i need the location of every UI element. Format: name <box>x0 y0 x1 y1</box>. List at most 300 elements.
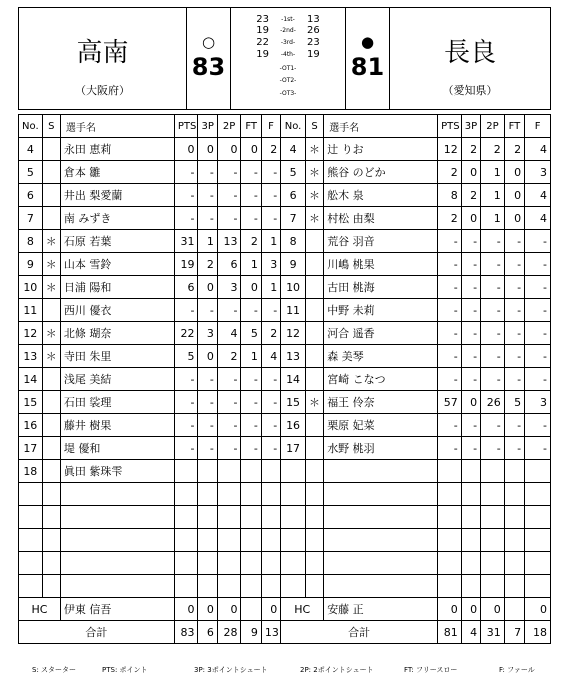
starter-mark <box>42 207 60 230</box>
quarter-label: -OT1- <box>279 65 297 72</box>
empty-cell <box>60 483 174 506</box>
player-name: 熊谷 のどか <box>324 161 438 184</box>
empty-cell <box>525 529 551 552</box>
player-number: 7 <box>19 207 43 230</box>
quarter-away-score: 13 <box>307 14 320 25</box>
player-name: 栗原 妃菜 <box>324 414 438 437</box>
empty-cell <box>174 529 198 552</box>
player-number: 9 <box>281 253 306 276</box>
table-row <box>19 322 551 345</box>
away-final-score: 81 <box>350 53 385 81</box>
empty-cell <box>281 552 306 575</box>
two-pt-cell: - <box>481 276 505 299</box>
fouls-cell: - <box>525 299 551 322</box>
table-row <box>19 345 551 368</box>
empty-cell <box>261 552 280 575</box>
empty-cell <box>19 529 43 552</box>
col-3p: 3P <box>198 115 217 138</box>
free-throw-cell: - <box>504 345 524 368</box>
three-pt-cell: 2 <box>461 184 480 207</box>
two-pt-cell: 4 <box>217 322 241 345</box>
empty-cell <box>438 529 462 552</box>
points-cell: 2 <box>438 207 462 230</box>
total-points: 83 <box>174 621 198 644</box>
starter-mark: ＊ <box>305 391 323 414</box>
player-name: 堤 優和 <box>60 437 174 460</box>
three-pt-cell: 0 <box>461 161 480 184</box>
player-number: 4 <box>281 138 306 161</box>
two-pt-cell: - <box>217 184 241 207</box>
player-name: 北條 瑚奈 <box>60 322 174 345</box>
empty-cell <box>481 483 505 506</box>
starter-mark: ＊ <box>305 138 323 161</box>
player-number: 16 <box>281 414 306 437</box>
fouls-cell: - <box>525 345 551 368</box>
two-pt-cell: - <box>481 230 505 253</box>
two-pt-cell <box>217 460 241 483</box>
player-number: 15 <box>281 391 306 414</box>
player-number: 8 <box>281 230 306 253</box>
player-name: 石原 若葉 <box>60 230 174 253</box>
empty-cell <box>19 552 43 575</box>
two-pt-cell: - <box>481 253 505 276</box>
free-throw-cell <box>241 598 261 621</box>
two-pt-cell: 26 <box>481 391 505 414</box>
three-pt-cell: 1 <box>198 230 217 253</box>
player-name: 森 美琴 <box>324 345 438 368</box>
player-name: 古田 桃海 <box>324 276 438 299</box>
player-number: 13 <box>19 345 43 368</box>
three-pt-cell: - <box>461 322 480 345</box>
quarter-row <box>231 63 345 74</box>
quarter-away-score: 23 <box>307 37 320 48</box>
empty-cell <box>438 575 462 598</box>
empty-cell <box>281 506 306 529</box>
starter-mark: ＊ <box>42 345 60 368</box>
empty-cell <box>305 460 323 483</box>
empty-cell <box>217 506 241 529</box>
starter-mark: ＊ <box>42 253 60 276</box>
three-pt-cell: 2 <box>198 253 217 276</box>
starter-mark <box>42 414 60 437</box>
fouls-cell: - <box>525 322 551 345</box>
table-row <box>19 483 551 506</box>
col-player: 選手名 <box>60 115 174 138</box>
table-row <box>19 253 551 276</box>
empty-cell <box>19 506 43 529</box>
empty-cell <box>217 529 241 552</box>
total-fouls: 13 <box>261 621 280 644</box>
points-cell: - <box>174 437 198 460</box>
player-name: 中野 未莉 <box>324 299 438 322</box>
total-label: 合計 <box>19 621 175 644</box>
total-points: 81 <box>438 621 462 644</box>
points-cell: 8 <box>438 184 462 207</box>
table-row <box>19 207 551 230</box>
quarter-home-score: 22 <box>256 37 269 48</box>
empty-cell <box>42 552 60 575</box>
player-number: 13 <box>281 345 306 368</box>
free-throw-cell: - <box>241 368 261 391</box>
empty-cell <box>60 529 174 552</box>
free-throw-cell <box>504 598 524 621</box>
player-number: 15 <box>19 391 43 414</box>
free-throw-cell: - <box>504 253 524 276</box>
empty-cell <box>174 506 198 529</box>
three-pt-cell: - <box>198 437 217 460</box>
two-pt-cell: - <box>217 161 241 184</box>
points-cell: 2 <box>438 161 462 184</box>
player-number: 17 <box>19 437 43 460</box>
empty-cell <box>305 575 323 598</box>
quarter-label: -3rd- <box>280 39 296 46</box>
away-score-panel <box>346 8 390 109</box>
empty-cell <box>305 483 323 506</box>
starter-mark <box>305 253 323 276</box>
col-pts: PTS <box>174 115 198 138</box>
three-pt-cell: 3 <box>198 322 217 345</box>
empty-cell <box>481 506 505 529</box>
points-cell: 57 <box>438 391 462 414</box>
fouls-cell: - <box>525 230 551 253</box>
empty-cell <box>525 483 551 506</box>
two-pt-cell: - <box>217 368 241 391</box>
two-pt-cell: 2 <box>481 138 505 161</box>
total-fouls: 18 <box>525 621 551 644</box>
empty-cell <box>504 483 524 506</box>
player-number: 6 <box>281 184 306 207</box>
empty-cell <box>198 575 217 598</box>
empty-cell <box>174 575 198 598</box>
two-pt-cell: 0 <box>217 598 241 621</box>
free-throw-cell: 0 <box>504 207 524 230</box>
points-cell: - <box>438 368 462 391</box>
points-cell: - <box>438 276 462 299</box>
player-number: 10 <box>19 276 43 299</box>
table-row <box>19 529 551 552</box>
points-cell: - <box>174 368 198 391</box>
empty-cell <box>198 529 217 552</box>
home-final-score: 83 <box>191 53 226 81</box>
two-pt-cell: - <box>217 437 241 460</box>
coach-label: HC <box>19 598 61 621</box>
table-row <box>19 368 551 391</box>
three-pt-cell: - <box>461 230 480 253</box>
starter-mark <box>42 184 60 207</box>
total-3p: 4 <box>461 621 480 644</box>
table-row <box>19 575 551 598</box>
away-team-name: 長良 <box>443 38 496 68</box>
three-pt-cell: 0 <box>461 207 480 230</box>
three-pt-cell: 0 <box>461 598 480 621</box>
quarter-row <box>231 37 345 48</box>
quarter-row <box>231 14 345 25</box>
empty-cell <box>461 506 480 529</box>
two-pt-cell: 0 <box>217 138 241 161</box>
empty-cell <box>42 529 60 552</box>
coach-name: 安藤 正 <box>324 598 438 621</box>
free-throw-cell: - <box>504 276 524 299</box>
player-name: 南 みずき <box>60 207 174 230</box>
two-pt-cell: - <box>217 207 241 230</box>
quarter-row <box>231 49 345 60</box>
starter-mark <box>42 460 60 483</box>
empty-cell <box>305 506 323 529</box>
player-number: 7 <box>281 207 306 230</box>
player-name: 寺田 朱里 <box>60 345 174 368</box>
three-pt-cell: 0 <box>198 598 217 621</box>
empty-cell <box>19 575 43 598</box>
two-pt-cell: 1 <box>481 184 505 207</box>
empty-cell <box>198 552 217 575</box>
score-sheet <box>18 7 551 644</box>
player-number: 12 <box>19 322 43 345</box>
empty-cell <box>217 575 241 598</box>
empty-cell <box>60 552 174 575</box>
fouls-cell: - <box>525 276 551 299</box>
col-2p: 2P <box>481 115 505 138</box>
quarter-label: -1st- <box>281 16 295 23</box>
free-throw-cell: - <box>504 299 524 322</box>
three-pt-cell: 0 <box>198 138 217 161</box>
empty-cell <box>281 575 306 598</box>
points-cell: - <box>438 322 462 345</box>
starter-mark <box>305 230 323 253</box>
empty-cell <box>42 506 60 529</box>
points-cell: 5 <box>174 345 198 368</box>
two-pt-cell: 0 <box>481 598 505 621</box>
two-pt-cell: 3 <box>217 276 241 299</box>
free-throw-cell: - <box>504 230 524 253</box>
three-pt-cell: - <box>198 414 217 437</box>
fouls-cell: 3 <box>261 253 280 276</box>
empty-cell <box>481 529 505 552</box>
player-name: 宮崎 こなつ <box>324 368 438 391</box>
col-2p: 2P <box>217 115 241 138</box>
quarter-home-score: 19 <box>256 25 269 36</box>
empty-cell <box>281 529 306 552</box>
free-throw-cell: 0 <box>241 138 261 161</box>
two-pt-cell: - <box>481 322 505 345</box>
two-pt-cell: - <box>217 391 241 414</box>
two-pt-cell: 6 <box>217 253 241 276</box>
points-cell: 19 <box>174 253 198 276</box>
coach-label: HC <box>281 598 324 621</box>
two-pt-cell: 13 <box>217 230 241 253</box>
fouls-cell <box>261 460 280 483</box>
two-pt-cell: - <box>481 414 505 437</box>
player-number: 17 <box>281 437 306 460</box>
three-pt-cell: - <box>461 345 480 368</box>
three-pt-cell: 0 <box>198 345 217 368</box>
col-no: No. <box>19 115 43 138</box>
empty-cell <box>481 552 505 575</box>
free-throw-cell: 2 <box>241 230 261 253</box>
empty-cell <box>324 552 438 575</box>
empty-cell <box>217 552 241 575</box>
quarter-away-score: 19 <box>307 49 320 60</box>
empty-cell <box>504 460 524 483</box>
empty-cell <box>261 483 280 506</box>
three-pt-cell: 0 <box>198 276 217 299</box>
free-throw-cell <box>241 460 261 483</box>
fouls-cell: 0 <box>261 598 280 621</box>
empty-cell <box>241 575 261 598</box>
player-name: 村松 由梨 <box>324 207 438 230</box>
empty-cell <box>525 552 551 575</box>
legend-ft: FT: フリースロー <box>404 666 458 674</box>
fouls-cell: - <box>525 414 551 437</box>
two-pt-cell: - <box>217 414 241 437</box>
player-name: 浅尾 美結 <box>60 368 174 391</box>
table-row <box>19 414 551 437</box>
total-ft: 7 <box>504 621 524 644</box>
player-number: 14 <box>19 368 43 391</box>
quarter-label: -OT3- <box>279 90 297 97</box>
free-throw-cell: 1 <box>241 345 261 368</box>
empty-cell <box>461 483 480 506</box>
player-number: 14 <box>281 368 306 391</box>
quarter-label: -2nd- <box>280 27 296 34</box>
starter-mark: ＊ <box>305 184 323 207</box>
player-name: 山本 雪鈴 <box>60 253 174 276</box>
three-pt-cell: - <box>461 368 480 391</box>
points-cell: - <box>438 414 462 437</box>
fouls-cell: - <box>261 184 280 207</box>
empty-cell <box>438 506 462 529</box>
free-throw-cell: - <box>241 391 261 414</box>
points-cell: - <box>438 253 462 276</box>
three-pt-cell: 0 <box>461 391 480 414</box>
points-cell: 0 <box>174 598 198 621</box>
total-label: 合計 <box>281 621 438 644</box>
player-number: 16 <box>19 414 43 437</box>
table-row <box>19 138 551 161</box>
quarter-label: -OT2- <box>279 77 297 84</box>
player-name: 辻 りお <box>324 138 438 161</box>
fouls-cell: 3 <box>525 161 551 184</box>
away-team-panel <box>390 8 550 109</box>
free-throw-cell: - <box>504 437 524 460</box>
two-pt-cell: 2 <box>217 345 241 368</box>
free-throw-cell: - <box>504 368 524 391</box>
empty-cell <box>461 552 480 575</box>
empty-cell <box>461 529 480 552</box>
col-player: 選手名 <box>324 115 438 138</box>
three-pt-cell: - <box>198 184 217 207</box>
col-fouls: F <box>525 115 551 138</box>
starter-mark: ＊ <box>305 161 323 184</box>
total-2p: 28 <box>217 621 241 644</box>
three-pt-cell: - <box>198 299 217 322</box>
points-cell: 0 <box>438 598 462 621</box>
empty-cell <box>525 506 551 529</box>
starter-mark <box>42 437 60 460</box>
home-score-panel <box>187 8 231 109</box>
empty-cell <box>261 529 280 552</box>
quarter-row <box>231 75 345 86</box>
player-number: 8 <box>19 230 43 253</box>
player-name: 荒谷 羽音 <box>324 230 438 253</box>
free-throw-cell: - <box>241 207 261 230</box>
starter-mark: ＊ <box>42 230 60 253</box>
player-number: 11 <box>281 299 306 322</box>
player-name: 川嶋 桃果 <box>324 253 438 276</box>
free-throw-cell: - <box>241 299 261 322</box>
free-throw-cell: - <box>241 184 261 207</box>
col-3p: 3P <box>461 115 480 138</box>
empty-cell <box>198 483 217 506</box>
player-name: 河合 遥香 <box>324 322 438 345</box>
player-number: 11 <box>19 299 43 322</box>
empty-cell <box>174 552 198 575</box>
empty-cell <box>305 529 323 552</box>
table-row <box>19 276 551 299</box>
starter-mark: ＊ <box>42 276 60 299</box>
points-cell: 31 <box>174 230 198 253</box>
starter-mark <box>305 322 323 345</box>
table-row <box>19 437 551 460</box>
three-pt-cell <box>198 460 217 483</box>
points-cell: - <box>174 414 198 437</box>
col-ft: FT <box>241 115 261 138</box>
two-pt-cell: - <box>481 345 505 368</box>
legend-3p: 3P: 3ポイントシュート <box>194 666 268 674</box>
three-pt-cell: - <box>198 391 217 414</box>
empty-cell <box>461 575 480 598</box>
table-row <box>19 506 551 529</box>
empty-cell <box>504 529 524 552</box>
total-ft: 9 <box>241 621 261 644</box>
player-name: 日浦 陽和 <box>60 276 174 299</box>
empty-cell <box>281 483 306 506</box>
quarter-label: -4th- <box>280 51 296 58</box>
starter-mark <box>42 299 60 322</box>
player-name: 倉本 雛 <box>60 161 174 184</box>
starter-mark <box>305 414 323 437</box>
empty-cell <box>19 483 43 506</box>
empty-cell <box>324 460 438 483</box>
quarter-home-score: 23 <box>256 14 269 25</box>
empty-cell <box>60 506 174 529</box>
win-mark: ○ <box>201 33 216 51</box>
starter-mark: ＊ <box>42 322 60 345</box>
quarter-row <box>231 88 345 99</box>
legend-fouls: F: ファール <box>499 666 535 674</box>
home-team-name: 高南 <box>76 38 129 68</box>
two-pt-cell: - <box>481 368 505 391</box>
two-pt-cell: 1 <box>481 161 505 184</box>
points-cell: - <box>438 345 462 368</box>
empty-cell <box>438 552 462 575</box>
empty-cell <box>241 483 261 506</box>
points-cell: - <box>438 230 462 253</box>
free-throw-cell: - <box>504 322 524 345</box>
points-cell <box>174 460 198 483</box>
player-name: 福王 伶奈 <box>324 391 438 414</box>
empty-cell <box>461 460 480 483</box>
player-name: 永田 恵莉 <box>60 138 174 161</box>
fouls-cell: - <box>261 299 280 322</box>
empty-cell <box>305 552 323 575</box>
empty-cell <box>525 575 551 598</box>
table-row <box>19 391 551 414</box>
empty-cell <box>198 506 217 529</box>
empty-cell <box>504 552 524 575</box>
quarter-row <box>231 25 345 36</box>
empty-cell <box>324 575 438 598</box>
starter-mark: ＊ <box>305 207 323 230</box>
